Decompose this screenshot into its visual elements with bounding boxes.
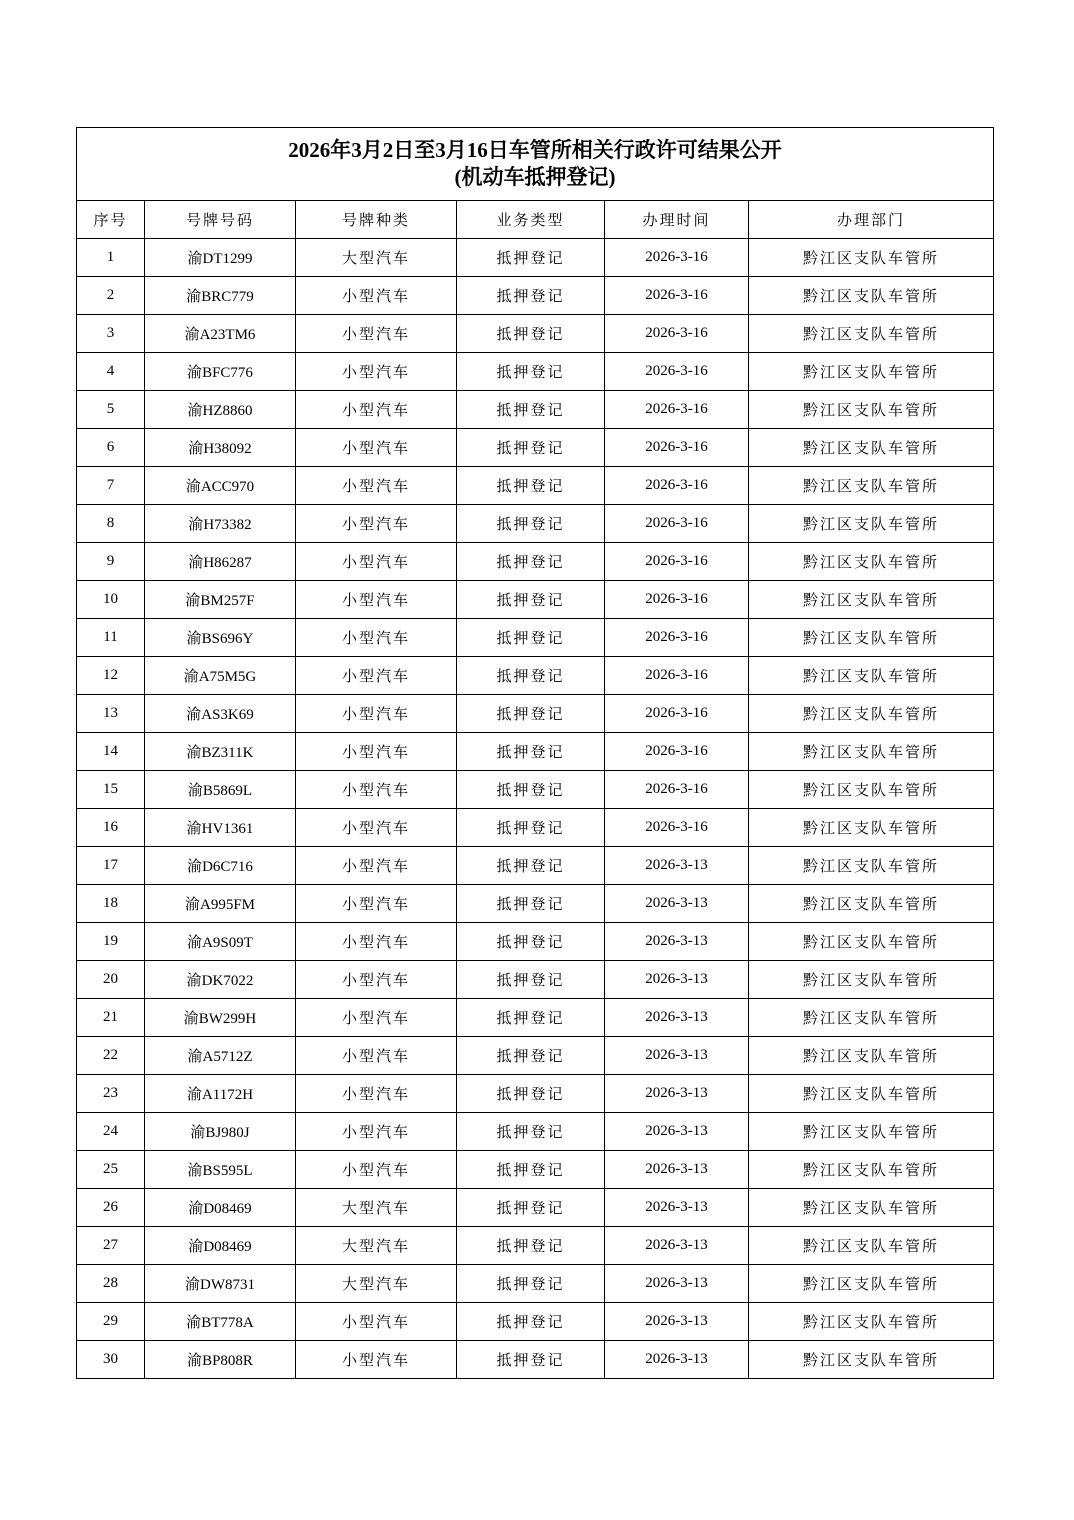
table-row	[77, 353, 994, 391]
process-date: 2026-3-13	[605, 1151, 749, 1189]
process-date: 2026-3-13	[605, 961, 749, 999]
process-date: 2026-3-16	[605, 239, 749, 277]
department: 黔江区支队车管所	[749, 885, 994, 923]
process-date: 2026-3-13	[605, 1303, 749, 1341]
department: 黔江区支队车管所	[749, 239, 994, 277]
process-date: 2026-3-13	[605, 1113, 749, 1151]
business-type: 抵押登记	[457, 961, 605, 999]
row-index: 22	[77, 1037, 145, 1075]
table-header-row	[77, 201, 994, 239]
table-row	[77, 619, 994, 657]
process-date: 2026-3-16	[605, 467, 749, 505]
plate-type: 大型汽车	[296, 1227, 457, 1265]
table-row	[77, 429, 994, 467]
plate-number: 渝HV1361	[145, 809, 296, 847]
business-type: 抵押登记	[457, 999, 605, 1037]
business-type: 抵押登记	[457, 543, 605, 581]
process-date: 2026-3-13	[605, 1189, 749, 1227]
department: 黔江区支队车管所	[749, 543, 994, 581]
header-business-type: 业务类型	[457, 201, 605, 239]
row-index: 23	[77, 1075, 145, 1113]
plate-type: 大型汽车	[296, 239, 457, 277]
row-index: 4	[77, 353, 145, 391]
department: 黔江区支队车管所	[749, 1227, 994, 1265]
registration-table	[76, 127, 994, 1379]
plate-number: 渝BW299H	[145, 999, 296, 1037]
business-type: 抵押登记	[457, 771, 605, 809]
department: 黔江区支队车管所	[749, 353, 994, 391]
department: 黔江区支队车管所	[749, 1303, 994, 1341]
plate-number: 渝BS696Y	[145, 619, 296, 657]
business-type: 抵押登记	[457, 429, 605, 467]
plate-type: 小型汽车	[296, 733, 457, 771]
department: 黔江区支队车管所	[749, 847, 994, 885]
process-date: 2026-3-16	[605, 695, 749, 733]
plate-number: 渝B5869L	[145, 771, 296, 809]
business-type: 抵押登记	[457, 1189, 605, 1227]
plate-type: 小型汽车	[296, 315, 457, 353]
business-type: 抵押登记	[457, 847, 605, 885]
business-type: 抵押登记	[457, 277, 605, 315]
process-date: 2026-3-13	[605, 999, 749, 1037]
table-row	[77, 1189, 994, 1227]
process-date: 2026-3-13	[605, 1227, 749, 1265]
plate-number: 渝A23TM6	[145, 315, 296, 353]
row-index: 28	[77, 1265, 145, 1303]
table-row	[77, 999, 994, 1037]
plate-type: 小型汽车	[296, 391, 457, 429]
process-date: 2026-3-16	[605, 505, 749, 543]
plate-number: 渝BJ980J	[145, 1113, 296, 1151]
table-row	[77, 1151, 994, 1189]
plate-type: 小型汽车	[296, 1075, 457, 1113]
plate-type: 小型汽车	[296, 961, 457, 999]
plate-number: 渝A9S09T	[145, 923, 296, 961]
table-row	[77, 505, 994, 543]
business-type: 抵押登记	[457, 1265, 605, 1303]
business-type: 抵押登记	[457, 581, 605, 619]
plate-type: 大型汽车	[296, 1265, 457, 1303]
process-date: 2026-3-16	[605, 581, 749, 619]
row-index: 10	[77, 581, 145, 619]
table-row	[77, 1227, 994, 1265]
plate-number: 渝BRC779	[145, 277, 296, 315]
plate-number: 渝D08469	[145, 1189, 296, 1227]
table-row	[77, 885, 994, 923]
plate-type: 大型汽车	[296, 1189, 457, 1227]
table-row	[77, 581, 994, 619]
row-index: 19	[77, 923, 145, 961]
row-index: 2	[77, 277, 145, 315]
business-type: 抵押登记	[457, 809, 605, 847]
business-type: 抵押登记	[457, 1227, 605, 1265]
plate-type: 小型汽车	[296, 277, 457, 315]
table-row	[77, 1303, 994, 1341]
business-type: 抵押登记	[457, 391, 605, 429]
table-row	[77, 771, 994, 809]
table-row	[77, 543, 994, 581]
process-date: 2026-3-16	[605, 543, 749, 581]
department: 黔江区支队车管所	[749, 809, 994, 847]
header-process-date: 办理时间	[605, 201, 749, 239]
department: 黔江区支队车管所	[749, 1075, 994, 1113]
plate-type: 小型汽车	[296, 1341, 457, 1379]
business-type: 抵押登记	[457, 923, 605, 961]
department: 黔江区支队车管所	[749, 619, 994, 657]
row-index: 3	[77, 315, 145, 353]
plate-type: 小型汽车	[296, 771, 457, 809]
process-date: 2026-3-16	[605, 391, 749, 429]
header-plate-number: 号牌号码	[145, 201, 296, 239]
business-type: 抵押登记	[457, 1151, 605, 1189]
plate-type: 小型汽车	[296, 467, 457, 505]
process-date: 2026-3-16	[605, 733, 749, 771]
department: 黔江区支队车管所	[749, 1265, 994, 1303]
business-type: 抵押登记	[457, 467, 605, 505]
document-title	[77, 128, 994, 201]
plate-number: 渝AS3K69	[145, 695, 296, 733]
row-index: 21	[77, 999, 145, 1037]
row-index: 20	[77, 961, 145, 999]
business-type: 抵押登记	[457, 885, 605, 923]
plate-number: 渝BFC776	[145, 353, 296, 391]
row-index: 13	[77, 695, 145, 733]
table-row	[77, 961, 994, 999]
business-type: 抵押登记	[457, 1037, 605, 1075]
header-index: 序号	[77, 201, 145, 239]
plate-number: 渝BS595L	[145, 1151, 296, 1189]
plate-type: 小型汽车	[296, 353, 457, 391]
plate-number: 渝DW8731	[145, 1265, 296, 1303]
plate-number: 渝D6C716	[145, 847, 296, 885]
plate-number: 渝BT778A	[145, 1303, 296, 1341]
process-date: 2026-3-13	[605, 923, 749, 961]
table-row	[77, 923, 994, 961]
department: 黔江区支队车管所	[749, 733, 994, 771]
department: 黔江区支队车管所	[749, 1341, 994, 1379]
plate-number: 渝A5712Z	[145, 1037, 296, 1075]
process-date: 2026-3-16	[605, 353, 749, 391]
plate-type: 小型汽车	[296, 543, 457, 581]
plate-number: 渝H38092	[145, 429, 296, 467]
row-index: 12	[77, 657, 145, 695]
header-department: 办理部门	[749, 201, 994, 239]
process-date: 2026-3-16	[605, 809, 749, 847]
table-body	[77, 239, 994, 1379]
process-date: 2026-3-13	[605, 885, 749, 923]
business-type: 抵押登记	[457, 1075, 605, 1113]
plate-number: 渝DT1299	[145, 239, 296, 277]
row-index: 11	[77, 619, 145, 657]
plate-type: 小型汽车	[296, 619, 457, 657]
plate-number: 渝ACC970	[145, 467, 296, 505]
table-row	[77, 1037, 994, 1075]
row-index: 29	[77, 1303, 145, 1341]
department: 黔江区支队车管所	[749, 771, 994, 809]
business-type: 抵押登记	[457, 315, 605, 353]
table-row	[77, 391, 994, 429]
business-type: 抵押登记	[457, 695, 605, 733]
title-line-1: 2026年3月2日至3月16日车管所相关行政许可结果公开	[288, 138, 782, 162]
process-date: 2026-3-16	[605, 619, 749, 657]
business-type: 抵押登记	[457, 1341, 605, 1379]
row-index: 15	[77, 771, 145, 809]
department: 黔江区支队车管所	[749, 467, 994, 505]
business-type: 抵押登记	[457, 239, 605, 277]
plate-number: 渝A995FM	[145, 885, 296, 923]
process-date: 2026-3-13	[605, 1265, 749, 1303]
plate-type: 小型汽车	[296, 885, 457, 923]
plate-type: 小型汽车	[296, 1037, 457, 1075]
table-row	[77, 1113, 994, 1151]
department: 黔江区支队车管所	[749, 695, 994, 733]
row-index: 6	[77, 429, 145, 467]
process-date: 2026-3-16	[605, 771, 749, 809]
business-type: 抵押登记	[457, 353, 605, 391]
plate-type: 小型汽车	[296, 657, 457, 695]
plate-number: 渝A75M5G	[145, 657, 296, 695]
department: 黔江区支队车管所	[749, 429, 994, 467]
business-type: 抵押登记	[457, 1113, 605, 1151]
row-index: 17	[77, 847, 145, 885]
department: 黔江区支队车管所	[749, 277, 994, 315]
row-index: 18	[77, 885, 145, 923]
plate-type: 小型汽车	[296, 581, 457, 619]
table-row	[77, 1265, 994, 1303]
process-date: 2026-3-16	[605, 429, 749, 467]
table-row	[77, 1341, 994, 1379]
department: 黔江区支队车管所	[749, 391, 994, 429]
table-row	[77, 695, 994, 733]
process-date: 2026-3-16	[605, 315, 749, 353]
table-row	[77, 277, 994, 315]
business-type: 抵押登记	[457, 1303, 605, 1341]
plate-type: 小型汽车	[296, 1303, 457, 1341]
process-date: 2026-3-13	[605, 1037, 749, 1075]
plate-type: 小型汽车	[296, 1113, 457, 1151]
plate-type: 小型汽车	[296, 505, 457, 543]
process-date: 2026-3-13	[605, 1075, 749, 1113]
plate-type: 小型汽车	[296, 847, 457, 885]
process-date: 2026-3-13	[605, 847, 749, 885]
title-line-2: (机动车抵押登记)	[454, 165, 616, 189]
table-row	[77, 315, 994, 353]
process-date: 2026-3-16	[605, 277, 749, 315]
process-date: 2026-3-13	[605, 1341, 749, 1379]
row-index: 1	[77, 239, 145, 277]
department: 黔江区支队车管所	[749, 923, 994, 961]
plate-type: 小型汽车	[296, 429, 457, 467]
department: 黔江区支队车管所	[749, 315, 994, 353]
plate-number: 渝H73382	[145, 505, 296, 543]
row-index: 7	[77, 467, 145, 505]
table-row	[77, 809, 994, 847]
business-type: 抵押登记	[457, 505, 605, 543]
department: 黔江区支队车管所	[749, 999, 994, 1037]
row-index: 14	[77, 733, 145, 771]
process-date: 2026-3-16	[605, 657, 749, 695]
business-type: 抵押登记	[457, 619, 605, 657]
row-index: 26	[77, 1189, 145, 1227]
row-index: 8	[77, 505, 145, 543]
plate-number: 渝BP808R	[145, 1341, 296, 1379]
department: 黔江区支队车管所	[749, 1189, 994, 1227]
row-index: 30	[77, 1341, 145, 1379]
plate-type: 小型汽车	[296, 923, 457, 961]
table-row	[77, 239, 994, 277]
row-index: 5	[77, 391, 145, 429]
department: 黔江区支队车管所	[749, 1113, 994, 1151]
department: 黔江区支队车管所	[749, 505, 994, 543]
row-index: 9	[77, 543, 145, 581]
department: 黔江区支队车管所	[749, 1151, 994, 1189]
business-type: 抵押登记	[457, 733, 605, 771]
table-row	[77, 657, 994, 695]
plate-number: 渝H86287	[145, 543, 296, 581]
table-row	[77, 847, 994, 885]
table-row	[77, 467, 994, 505]
header-plate-type: 号牌种类	[296, 201, 457, 239]
row-index: 27	[77, 1227, 145, 1265]
department: 黔江区支队车管所	[749, 657, 994, 695]
business-type: 抵押登记	[457, 657, 605, 695]
table-row	[77, 733, 994, 771]
plate-type: 小型汽车	[296, 1151, 457, 1189]
plate-number: 渝HZ8860	[145, 391, 296, 429]
plate-number: 渝BM257F	[145, 581, 296, 619]
plate-number: 渝D08469	[145, 1227, 296, 1265]
department: 黔江区支队车管所	[749, 1037, 994, 1075]
row-index: 25	[77, 1151, 145, 1189]
plate-number: 渝BZ311K	[145, 733, 296, 771]
plate-type: 小型汽车	[296, 809, 457, 847]
department: 黔江区支队车管所	[749, 581, 994, 619]
plate-number: 渝DK7022	[145, 961, 296, 999]
plate-type: 小型汽车	[296, 999, 457, 1037]
row-index: 16	[77, 809, 145, 847]
plate-type: 小型汽车	[296, 695, 457, 733]
department: 黔江区支队车管所	[749, 961, 994, 999]
row-index: 24	[77, 1113, 145, 1151]
table-row	[77, 1075, 994, 1113]
plate-number: 渝A1172H	[145, 1075, 296, 1113]
